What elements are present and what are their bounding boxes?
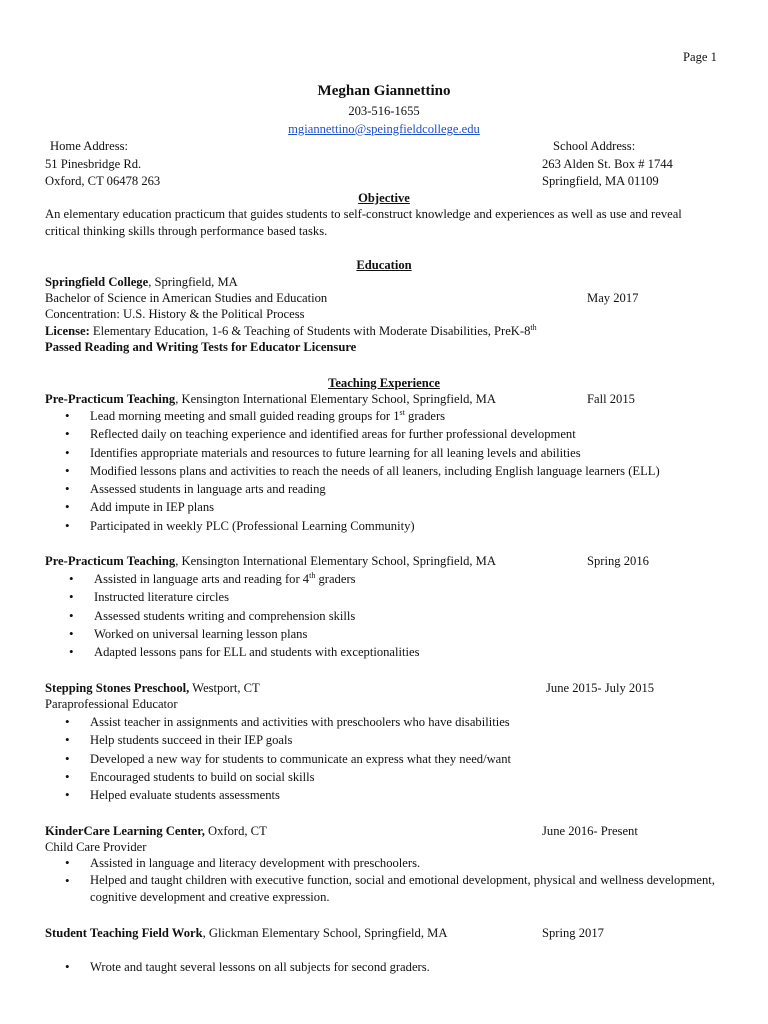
- list-item: • Adapted lessons pans for ELL and students with exceptionalities: [49, 643, 739, 661]
- license-label: License:: [45, 324, 90, 338]
- job1-header: [45, 390, 496, 408]
- candidate-name: Meghan Giannettino: [317, 83, 451, 99]
- education-heading: Education: [356, 258, 412, 272]
- concentration: Concentration: U.S. History & the Political Process: [45, 307, 305, 321]
- objective-heading: Objective: [358, 191, 410, 205]
- list-item: • Reflected daily on teaching experience and identified areas for further professional development: [45, 425, 735, 443]
- job2-bullets: [49, 570, 739, 661]
- home-address-line1: 51 Pinesbridge Rd.: [45, 157, 142, 171]
- job3-place: Westport, CT: [189, 681, 260, 695]
- list-item: • Participated in weekly PLC (Professional Learning Community): [45, 517, 735, 535]
- objective-text: An elementary education practicum that guides students to self-construct knowledge and experiences as well as use and reveal critical thinking skills through performance based tasks.: [45, 207, 682, 238]
- list-item: • Assessed students in language arts and reading: [45, 480, 735, 498]
- job4-role: Child Care Provider: [45, 840, 147, 854]
- job4-date: June 2016- Present: [542, 824, 638, 838]
- list-item: • Worked on universal learning lesson plans: [49, 625, 739, 643]
- list-item: • Lead morning meeting and small guided reading groups for 1st graders: [45, 407, 735, 425]
- job2-place: , Kensington International Elementary School, Springfield, MA: [175, 554, 496, 568]
- list-item: • Modified lessons plans and activities to reach the needs of all leaners, including English language learners (ELL): [45, 462, 735, 480]
- job2-date: Spring 2016: [587, 554, 649, 568]
- degree-date: May 2017: [587, 291, 639, 305]
- list-item: • Assist teacher in assignments and activities with preschoolers who have disabilities: [45, 713, 735, 731]
- home-address-label: Home Address:: [50, 139, 129, 153]
- job4-title: KinderCare Learning Center,: [45, 824, 205, 838]
- page-number: Page 1: [683, 50, 717, 64]
- job1-place: , Kensington International Elementary School, Springfield, MA: [175, 392, 496, 406]
- list-item: • Assisted in language and literacy development with preschoolers.: [45, 854, 735, 872]
- job5-place: , Glickman Elementary School, Springfield, MA: [202, 926, 448, 940]
- school-address-line2: Springfield, MA 01109: [542, 174, 659, 188]
- email-link[interactable]: mgiannettino@speingfieldcollege.edu: [288, 122, 480, 136]
- job5-bullets: [45, 958, 735, 976]
- license-text: Elementary Education, 1-6 & Teaching of Students with Moderate Disabilities, PreK-8: [89, 324, 531, 338]
- job2-title: Pre-Practicum Teaching: [45, 554, 176, 568]
- list-item: • Helped evaluate students assessments: [45, 786, 735, 804]
- job3-bullets: [45, 713, 735, 804]
- job2-header: [45, 552, 496, 570]
- job1-bullets: [45, 407, 735, 535]
- school-name: Springfield College: [45, 275, 149, 289]
- job1-date: Fall 2015: [587, 392, 635, 406]
- home-address-line2: Oxford, CT 06478 263: [45, 174, 161, 188]
- job4-bullets: [45, 854, 735, 906]
- degree: Bachelor of Science in American Studies and Education: [45, 291, 328, 305]
- job1-title: Pre-Practicum Teaching: [45, 392, 176, 406]
- list-item: • Identifies appropriate materials and resources to future learning for all leaning levels and abilities: [45, 444, 735, 462]
- list-item: • Assisted in language arts and reading for 4th graders: [49, 570, 739, 588]
- list-item: • Developed a new way for students to communicate an express what they need/want: [45, 750, 735, 768]
- list-item: • Wrote and taught several lessons on all subjects for second graders.: [45, 958, 735, 976]
- job4-place: Oxford, CT: [204, 824, 267, 838]
- list-item: • Assessed students writing and comprehension skills: [49, 607, 739, 625]
- list-item: • Instructed literature circles: [49, 588, 739, 606]
- list-item: • Add impute in IEP plans: [45, 498, 735, 516]
- license-sup: th: [530, 323, 537, 332]
- licensure-tests: Passed Reading and Writing Tests for Educator Licensure: [45, 340, 357, 354]
- job3-role: Paraprofessional Educator: [45, 697, 178, 711]
- job5-header: [45, 924, 447, 942]
- list-item: • Helped and taught children with executive function, social and emotional development, physical and wellness development, cognitive development and creative expression.: [45, 872, 735, 906]
- job5-title: Student Teaching Field Work: [45, 926, 203, 940]
- school-address-label: School Address:: [553, 139, 636, 153]
- job3-title: Stepping Stones Preschool,: [45, 681, 190, 695]
- teaching-experience-heading: Teaching Experience: [328, 376, 440, 390]
- school-address-line1: 263 Alden St. Box # 1744: [542, 157, 673, 171]
- list-item: • Help students succeed in their IEP goals: [45, 731, 735, 749]
- job5-date: Spring 2017: [542, 926, 604, 940]
- list-item: • Encouraged students to build on social skills: [45, 768, 735, 786]
- job3-date: June 2015- July 2015: [546, 681, 655, 695]
- school-location: , Springfield, MA: [148, 275, 238, 289]
- phone-number: 203-516-1655: [348, 104, 420, 118]
